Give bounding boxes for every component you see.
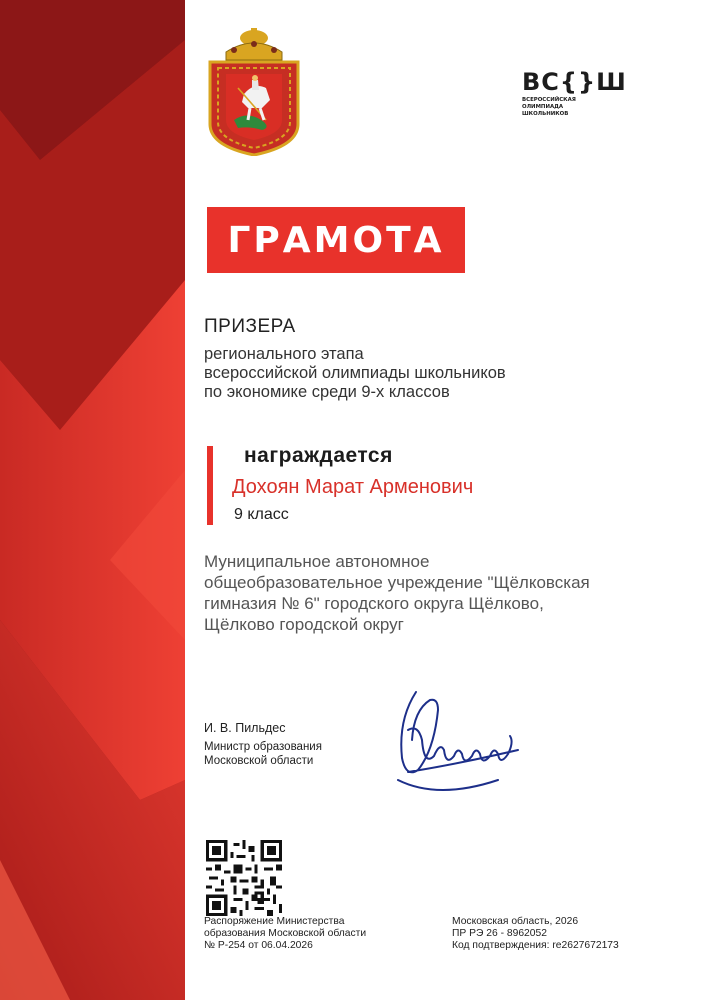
vsosh-logo-title: ВС{}Ш — [522, 68, 627, 96]
registry-number: ПР РЭ 26 - 8962052 — [452, 928, 547, 939]
ministry-order-line: Распоряжение Министерства — [204, 916, 345, 927]
recipient-name: Дохоян Марат Арменович — [232, 476, 474, 498]
signatory-role-line: Министр образования — [204, 741, 322, 753]
school-line: гимназия № 6" городского округа Щёлково, — [204, 594, 544, 613]
vsosh-logo-subtitle: ВСЕРОССИЙСКАЯ ОЛИМПИАДА ШКОЛЬНИКОВ — [522, 97, 576, 117]
signatory-role — [204, 740, 322, 768]
ministry-order-line: образования Московской области — [204, 928, 367, 939]
school-line: общеобразовательное учреждение "Щёлковская — [204, 573, 590, 592]
certificate-title-banner: ГРАМОТА — [207, 207, 465, 273]
recipient-grade: 9 класс — [234, 506, 289, 523]
award-status: ПРИЗЕРА — [204, 316, 296, 337]
stage-line: по экономике среди 9-х классов — [204, 383, 450, 401]
awarded-label: награждается — [244, 444, 393, 467]
registration-info — [452, 916, 619, 952]
region-year: Московская область, 2026 — [452, 916, 579, 927]
handwritten-signature — [378, 680, 528, 810]
qr-code — [206, 840, 282, 916]
signatory-name: И. В. Пильдес — [204, 721, 286, 735]
school-line: Муниципальное автономное — [204, 552, 430, 571]
school-line: Щёлково городской округ — [204, 615, 404, 634]
vsosh-logo — [522, 70, 642, 130]
olympiad-stage-description — [204, 345, 506, 402]
confirmation-code: Код подтверждения: re2627672173 — [452, 940, 619, 951]
stage-line: всероссийской олимпиады школьников — [204, 364, 506, 382]
ministry-order-line: № Р-254 от 06.04.2026 — [204, 940, 313, 951]
accent-bar — [207, 446, 213, 525]
stage-line: регионального этапа — [204, 345, 364, 363]
school-name — [204, 551, 674, 635]
ministry-order — [204, 916, 366, 952]
decorative-side-panel — [0, 0, 185, 1000]
moscow-region-coat-of-arms — [204, 28, 304, 156]
signatory-role-line: Московской области — [204, 755, 314, 767]
